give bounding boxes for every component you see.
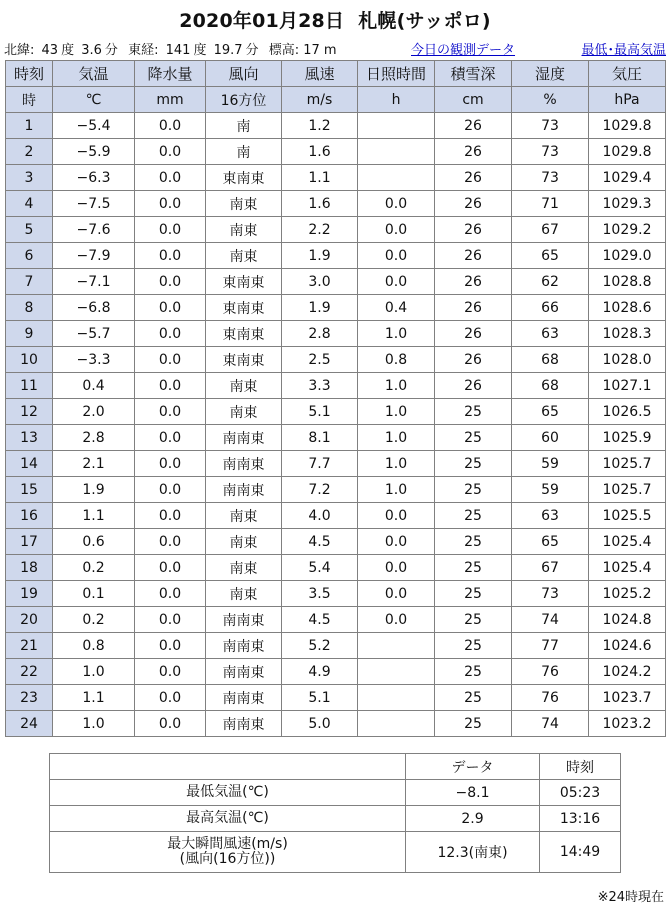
summary-data-header: データ — [406, 754, 540, 780]
humidity-cell: 73 — [512, 165, 589, 191]
column-header: 日照時間 — [358, 61, 435, 87]
precipitation-cell: 0.0 — [135, 269, 206, 295]
wind-speed-cell: 4.9 — [282, 659, 358, 685]
humidity-cell: 67 — [512, 555, 589, 581]
precipitation-cell: 0.0 — [135, 321, 206, 347]
snow-depth-cell: 25 — [435, 529, 512, 555]
humidity-cell: 60 — [512, 425, 589, 451]
hour-cell: 12 — [6, 399, 53, 425]
summary-time: 14:49 — [540, 832, 621, 873]
table-row — [6, 529, 666, 555]
column-header: 気温 — [53, 61, 135, 87]
unit-header: m/s — [282, 87, 358, 113]
unit-header: % — [512, 87, 589, 113]
temperature-cell: 2.1 — [53, 451, 135, 477]
temperature-cell: −5.9 — [53, 139, 135, 165]
sunshine-cell: 1.0 — [358, 373, 435, 399]
humidity-cell: 63 — [512, 503, 589, 529]
temperature-cell: 2.0 — [53, 399, 135, 425]
temperature-cell: −3.3 — [53, 347, 135, 373]
altitude-label: 標高: — [268, 43, 300, 58]
table-row — [6, 191, 666, 217]
snow-depth-cell: 25 — [435, 503, 512, 529]
table-row — [6, 477, 666, 503]
temperature-cell: 2.8 — [53, 425, 135, 451]
latitude-degrees: 43 — [41, 43, 59, 58]
pressure-cell: 1025.7 — [589, 477, 666, 503]
pressure-cell: 1027.1 — [589, 373, 666, 399]
snow-depth-cell: 25 — [435, 477, 512, 503]
pressure-cell: 1029.4 — [589, 165, 666, 191]
wind-speed-cell: 1.9 — [282, 295, 358, 321]
temperature-cell: −7.6 — [53, 217, 135, 243]
table-row — [6, 347, 666, 373]
wind-direction-cell: 南東 — [206, 399, 282, 425]
humidity-cell: 65 — [512, 399, 589, 425]
wind-speed-cell: 1.2 — [282, 113, 358, 139]
hour-cell: 1 — [6, 113, 53, 139]
hour-cell: 8 — [6, 295, 53, 321]
sunshine-cell: 1.0 — [358, 425, 435, 451]
wind-speed-cell: 4.5 — [282, 529, 358, 555]
snow-depth-cell: 25 — [435, 633, 512, 659]
wind-speed-cell: 5.1 — [282, 399, 358, 425]
temperature-cell: 1.1 — [53, 685, 135, 711]
sunshine-cell: 0.0 — [358, 555, 435, 581]
pressure-cell: 1023.2 — [589, 711, 666, 737]
pressure-cell: 1023.7 — [589, 685, 666, 711]
minute-unit: 分 — [245, 43, 259, 58]
hour-cell: 10 — [6, 347, 53, 373]
sunshine-cell: 1.0 — [358, 399, 435, 425]
summary-data: 2.9 — [406, 806, 540, 832]
wind-direction-cell: 南南東 — [206, 607, 282, 633]
pressure-cell: 1025.7 — [589, 451, 666, 477]
sunshine-cell: 0.4 — [358, 295, 435, 321]
wind-speed-cell: 5.0 — [282, 711, 358, 737]
station-info — [4, 39, 666, 58]
humidity-cell: 65 — [512, 529, 589, 555]
unit-header: ℃ — [53, 87, 135, 113]
precipitation-cell: 0.0 — [135, 581, 206, 607]
snow-depth-cell: 25 — [435, 659, 512, 685]
humidity-cell: 66 — [512, 295, 589, 321]
wind-direction-cell: 南東 — [206, 529, 282, 555]
wind-direction-cell: 南南東 — [206, 451, 282, 477]
snow-depth-cell: 26 — [435, 139, 512, 165]
minute-unit: 分 — [104, 43, 118, 58]
wind-direction-cell: 東南東 — [206, 347, 282, 373]
pressure-cell: 1028.6 — [589, 295, 666, 321]
precipitation-cell: 0.0 — [135, 373, 206, 399]
table-row — [6, 607, 666, 633]
unit-header: 時 — [6, 87, 53, 113]
pressure-cell: 1028.0 — [589, 347, 666, 373]
wind-direction-cell: 南 — [206, 113, 282, 139]
min-max-temp-link[interactable]: 最低･最高気温 — [581, 43, 666, 58]
pressure-cell: 1025.5 — [589, 503, 666, 529]
temperature-cell: 1.9 — [53, 477, 135, 503]
precipitation-cell: 0.0 — [135, 165, 206, 191]
longitude-degrees: 141 — [165, 43, 191, 58]
summary-label: 最低気温(℃) — [50, 780, 406, 806]
temperature-cell: 0.2 — [53, 607, 135, 633]
pressure-cell: 1024.6 — [589, 633, 666, 659]
sunshine-cell — [358, 685, 435, 711]
snow-depth-cell: 25 — [435, 685, 512, 711]
temperature-cell: −7.1 — [53, 269, 135, 295]
summary-header-row — [50, 754, 621, 780]
observation-date: 2020年01月28日 — [179, 10, 345, 32]
humidity-cell: 73 — [512, 581, 589, 607]
humidity-cell: 68 — [512, 373, 589, 399]
temperature-cell: 1.0 — [53, 711, 135, 737]
table-row — [6, 685, 666, 711]
table-row — [6, 633, 666, 659]
precipitation-cell: 0.0 — [135, 555, 206, 581]
temperature-cell: −7.5 — [53, 191, 135, 217]
hour-cell: 20 — [6, 607, 53, 633]
wind-direction-cell: 南東 — [206, 191, 282, 217]
wind-speed-cell: 3.0 — [282, 269, 358, 295]
wind-direction-cell: 東南東 — [206, 269, 282, 295]
hour-cell: 3 — [6, 165, 53, 191]
temperature-cell: 1.0 — [53, 659, 135, 685]
table-row — [6, 711, 666, 737]
table-row — [6, 165, 666, 191]
sunshine-cell — [358, 659, 435, 685]
snow-depth-cell: 25 — [435, 451, 512, 477]
table-row — [6, 581, 666, 607]
wind-direction-cell: 南東 — [206, 243, 282, 269]
hour-cell: 9 — [6, 321, 53, 347]
wind-direction-cell: 南東 — [206, 373, 282, 399]
wind-speed-cell: 1.9 — [282, 243, 358, 269]
unit-header: hPa — [589, 87, 666, 113]
hour-cell: 5 — [6, 217, 53, 243]
snow-depth-cell: 26 — [435, 347, 512, 373]
degree-unit: 度 — [193, 43, 207, 58]
wind-speed-cell: 2.5 — [282, 347, 358, 373]
precipitation-cell: 0.0 — [135, 607, 206, 633]
summary-data: −8.1 — [406, 780, 540, 806]
pressure-cell: 1028.3 — [589, 321, 666, 347]
hour-cell: 13 — [6, 425, 53, 451]
wind-direction-cell: 南南東 — [206, 659, 282, 685]
wind-direction-cell: 南東 — [206, 581, 282, 607]
wind-direction-cell: 東南東 — [206, 165, 282, 191]
table-row — [6, 243, 666, 269]
precipitation-cell: 0.0 — [135, 633, 206, 659]
pressure-cell: 1024.8 — [589, 607, 666, 633]
snow-depth-cell: 25 — [435, 607, 512, 633]
table-row — [6, 399, 666, 425]
wind-speed-cell: 5.4 — [282, 555, 358, 581]
wind-speed-cell: 3.5 — [282, 581, 358, 607]
summary-table — [49, 753, 621, 873]
snow-depth-cell: 26 — [435, 269, 512, 295]
column-header: 気圧 — [589, 61, 666, 87]
wind-direction-cell: 東南東 — [206, 295, 282, 321]
pressure-cell: 1025.4 — [589, 555, 666, 581]
column-header: 湿度 — [512, 61, 589, 87]
humidity-cell: 74 — [512, 711, 589, 737]
humidity-cell: 73 — [512, 139, 589, 165]
sunshine-cell: 0.0 — [358, 503, 435, 529]
table-row — [6, 217, 666, 243]
longitude-minutes: 19.7 — [213, 43, 243, 58]
wind-direction-cell: 東南東 — [206, 321, 282, 347]
summary-time-header: 時刻 — [540, 754, 621, 780]
pressure-cell: 1029.3 — [589, 191, 666, 217]
column-header: 風速 — [282, 61, 358, 87]
time-note: ※24時現在 — [597, 890, 664, 905]
hour-cell: 6 — [6, 243, 53, 269]
humidity-cell: 73 — [512, 113, 589, 139]
pressure-cell: 1029.2 — [589, 217, 666, 243]
sunshine-cell: 1.0 — [358, 477, 435, 503]
wind-speed-cell: 8.1 — [282, 425, 358, 451]
hour-cell: 14 — [6, 451, 53, 477]
wind-direction-cell: 南南東 — [206, 711, 282, 737]
wind-speed-cell: 1.1 — [282, 165, 358, 191]
temperature-cell: −6.8 — [53, 295, 135, 321]
summary-time: 05:23 — [540, 780, 621, 806]
wind-speed-cell: 7.7 — [282, 451, 358, 477]
column-header: 降水量 — [135, 61, 206, 87]
precipitation-cell: 0.0 — [135, 295, 206, 321]
wind-direction-cell: 南東 — [206, 217, 282, 243]
summary-data: 12.3(南東) — [406, 832, 540, 873]
pressure-cell: 1029.8 — [589, 139, 666, 165]
sunshine-cell: 0.0 — [358, 243, 435, 269]
wind-speed-cell: 2.2 — [282, 217, 358, 243]
snow-depth-cell: 26 — [435, 295, 512, 321]
hour-cell: 11 — [6, 373, 53, 399]
precipitation-cell: 0.0 — [135, 477, 206, 503]
table-row — [6, 659, 666, 685]
wind-direction-cell: 南 — [206, 139, 282, 165]
unit-header-row — [6, 87, 666, 113]
table-row — [6, 295, 666, 321]
snow-depth-cell: 25 — [435, 399, 512, 425]
hour-cell: 23 — [6, 685, 53, 711]
summary-row-max-gust — [50, 832, 621, 873]
humidity-cell: 76 — [512, 685, 589, 711]
sunshine-cell — [358, 113, 435, 139]
unit-header: h — [358, 87, 435, 113]
sunshine-cell: 0.0 — [358, 529, 435, 555]
humidity-cell: 59 — [512, 451, 589, 477]
hour-cell: 4 — [6, 191, 53, 217]
wind-direction-cell: 南南東 — [206, 685, 282, 711]
hour-cell: 16 — [6, 503, 53, 529]
wind-direction-cell: 南東 — [206, 503, 282, 529]
temperature-cell: −7.9 — [53, 243, 135, 269]
longitude-label: 東経: — [128, 43, 159, 58]
table-row — [6, 321, 666, 347]
precipitation-cell: 0.0 — [135, 685, 206, 711]
snow-depth-cell: 26 — [435, 191, 512, 217]
latitude-label: 北緯: — [4, 43, 35, 58]
table-row — [6, 269, 666, 295]
wind-speed-cell: 5.2 — [282, 633, 358, 659]
wind-speed-cell: 1.6 — [282, 139, 358, 165]
unit-header: mm — [135, 87, 206, 113]
snow-depth-cell: 25 — [435, 581, 512, 607]
summary-time: 13:16 — [540, 806, 621, 832]
hour-cell: 19 — [6, 581, 53, 607]
humidity-cell: 76 — [512, 659, 589, 685]
humidity-cell: 67 — [512, 217, 589, 243]
unit-header: cm — [435, 87, 512, 113]
wind-speed-cell: 2.8 — [282, 321, 358, 347]
latitude-minutes: 3.6 — [81, 43, 102, 58]
pressure-cell: 1025.2 — [589, 581, 666, 607]
sunshine-cell: 0.0 — [358, 607, 435, 633]
column-header: 時刻 — [6, 61, 53, 87]
precipitation-cell: 0.0 — [135, 243, 206, 269]
sunshine-cell: 0.0 — [358, 581, 435, 607]
wind-direction-cell: 南南東 — [206, 633, 282, 659]
humidity-cell: 74 — [512, 607, 589, 633]
summary-label: 最高気温(℃) — [50, 806, 406, 832]
sunshine-cell: 1.0 — [358, 321, 435, 347]
precipitation-cell: 0.0 — [135, 399, 206, 425]
precipitation-cell: 0.0 — [135, 347, 206, 373]
table-row — [6, 503, 666, 529]
snow-depth-cell: 26 — [435, 243, 512, 269]
temperature-cell: 1.1 — [53, 503, 135, 529]
hour-cell: 24 — [6, 711, 53, 737]
column-header-row — [6, 61, 666, 87]
humidity-cell: 68 — [512, 347, 589, 373]
snow-depth-cell: 26 — [435, 217, 512, 243]
sunshine-cell: 0.8 — [358, 347, 435, 373]
snow-depth-cell: 26 — [435, 373, 512, 399]
humidity-cell: 71 — [512, 191, 589, 217]
hour-cell: 22 — [6, 659, 53, 685]
pressure-cell: 1028.8 — [589, 269, 666, 295]
temperature-cell: 0.2 — [53, 555, 135, 581]
station-name: 札幌(サッポロ) — [358, 10, 491, 32]
temperature-cell: 0.1 — [53, 581, 135, 607]
sunshine-cell — [358, 633, 435, 659]
hour-cell: 21 — [6, 633, 53, 659]
pressure-cell: 1029.8 — [589, 113, 666, 139]
summary-blank-header — [50, 754, 406, 780]
pressure-cell: 1025.9 — [589, 425, 666, 451]
table-row — [6, 555, 666, 581]
table-row — [6, 451, 666, 477]
unit-header: 16方位 — [206, 87, 282, 113]
hour-cell: 17 — [6, 529, 53, 555]
summary-label-line2: (風向(16方位)) — [179, 851, 276, 867]
sunshine-cell: 0.0 — [358, 269, 435, 295]
humidity-cell: 59 — [512, 477, 589, 503]
precipitation-cell: 0.0 — [135, 217, 206, 243]
sunshine-cell — [358, 139, 435, 165]
precipitation-cell: 0.0 — [135, 659, 206, 685]
sunshine-cell: 0.0 — [358, 191, 435, 217]
humidity-cell: 63 — [512, 321, 589, 347]
snow-depth-cell: 26 — [435, 165, 512, 191]
sunshine-cell — [358, 711, 435, 737]
table-row — [6, 113, 666, 139]
temperature-cell: −6.3 — [53, 165, 135, 191]
pressure-cell: 1026.5 — [589, 399, 666, 425]
hour-cell: 15 — [6, 477, 53, 503]
wind-speed-cell: 5.1 — [282, 685, 358, 711]
temperature-cell: −5.7 — [53, 321, 135, 347]
precipitation-cell: 0.0 — [135, 451, 206, 477]
table-row — [6, 425, 666, 451]
hour-cell: 7 — [6, 269, 53, 295]
wind-direction-cell: 南南東 — [206, 477, 282, 503]
snow-depth-cell: 26 — [435, 113, 512, 139]
snow-depth-cell: 25 — [435, 555, 512, 581]
wind-speed-cell: 4.0 — [282, 503, 358, 529]
temperature-cell: 0.8 — [53, 633, 135, 659]
today-data-link[interactable]: 今日の観測データ — [411, 43, 516, 58]
precipitation-cell: 0.0 — [135, 139, 206, 165]
humidity-cell: 65 — [512, 243, 589, 269]
snow-depth-cell: 26 — [435, 321, 512, 347]
summary-row-max-temp — [50, 806, 621, 832]
precipitation-cell: 0.0 — [135, 711, 206, 737]
wind-speed-cell: 3.3 — [282, 373, 358, 399]
sunshine-cell: 1.0 — [358, 451, 435, 477]
hourly-data-table — [5, 60, 666, 737]
temperature-cell: 0.6 — [53, 529, 135, 555]
wind-speed-cell: 4.5 — [282, 607, 358, 633]
hour-cell: 18 — [6, 555, 53, 581]
summary-row-min-temp — [50, 780, 621, 806]
humidity-cell: 77 — [512, 633, 589, 659]
pressure-cell: 1025.4 — [589, 529, 666, 555]
pressure-cell: 1029.0 — [589, 243, 666, 269]
column-header: 積雪深 — [435, 61, 512, 87]
hour-cell: 2 — [6, 139, 53, 165]
humidity-cell: 62 — [512, 269, 589, 295]
precipitation-cell: 0.0 — [135, 191, 206, 217]
pressure-cell: 1024.2 — [589, 659, 666, 685]
precipitation-cell: 0.0 — [135, 425, 206, 451]
altitude-value: 17 m — [303, 43, 337, 58]
degree-unit: 度 — [61, 43, 75, 58]
table-row — [6, 373, 666, 399]
summary-label-line1: 最大瞬間風速(m/s) — [167, 836, 288, 852]
wind-direction-cell: 南東 — [206, 555, 282, 581]
temperature-cell: −5.4 — [53, 113, 135, 139]
wind-speed-cell: 1.6 — [282, 191, 358, 217]
page-title — [0, 6, 670, 33]
snow-depth-cell: 25 — [435, 711, 512, 737]
precipitation-cell: 0.0 — [135, 113, 206, 139]
table-row — [6, 139, 666, 165]
temperature-cell: 0.4 — [53, 373, 135, 399]
wind-direction-cell: 南南東 — [206, 425, 282, 451]
summary-label — [50, 832, 406, 873]
sunshine-cell — [358, 165, 435, 191]
precipitation-cell: 0.0 — [135, 503, 206, 529]
snow-depth-cell: 25 — [435, 425, 512, 451]
column-header: 風向 — [206, 61, 282, 87]
wind-speed-cell: 7.2 — [282, 477, 358, 503]
sunshine-cell: 0.0 — [358, 217, 435, 243]
precipitation-cell: 0.0 — [135, 529, 206, 555]
